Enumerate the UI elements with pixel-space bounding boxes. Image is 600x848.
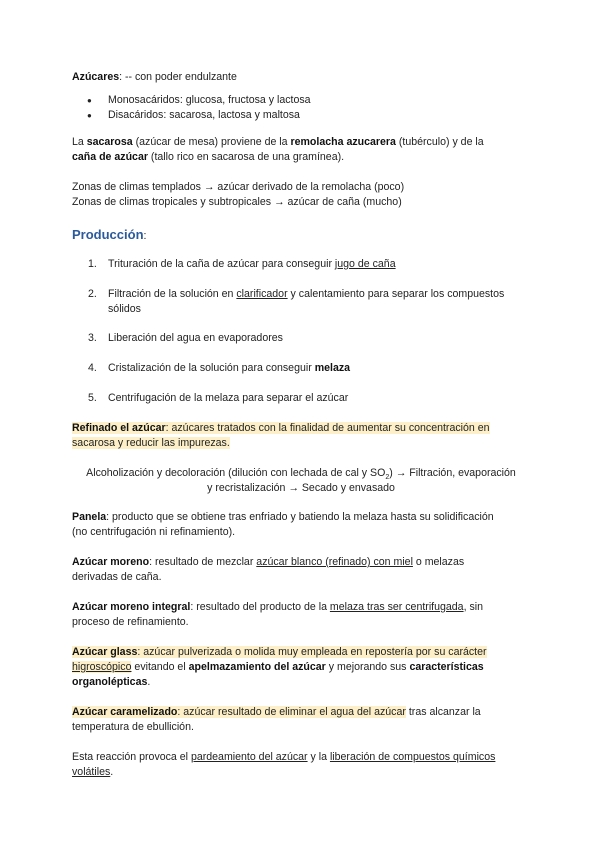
refinado-paragraph	[72, 421, 530, 451]
document-page	[72, 70, 530, 780]
step-number: 5.	[88, 392, 97, 404]
text: , sin	[463, 601, 484, 613]
panela-paragraph	[72, 510, 530, 540]
list-item	[72, 391, 530, 406]
text: (azúcar de mesa) proviene de la	[132, 136, 291, 148]
text: (no centrifugación ni refinamiento).	[72, 526, 236, 538]
zone-line: Zonas de climas templados → azúcar derivado de la remolacha (poco)	[72, 181, 405, 193]
caramel-paragraph	[72, 705, 530, 735]
bold-text: Azúcar moreno	[72, 556, 150, 568]
text: o melazas	[412, 556, 465, 568]
step-number: 3.	[88, 332, 97, 344]
bold-text: caña de azúcar	[72, 151, 148, 163]
list-item	[72, 361, 530, 376]
text: y mejorando sus	[325, 661, 410, 673]
text: ) → Filtración, evaporación	[389, 467, 516, 479]
glass-paragraph	[72, 645, 530, 690]
text: La	[72, 136, 87, 148]
intro-term: Azúcares	[72, 71, 120, 83]
text: (tallo rico en sacarosa de una gramínea).	[147, 151, 345, 163]
integral-paragraph	[72, 600, 530, 630]
text: : resultado de mezclar	[149, 556, 257, 568]
bold-text: sacarosa	[86, 136, 133, 148]
text: (tubérculo) y de la	[395, 136, 484, 148]
text: y la	[307, 751, 330, 763]
underlined-text: pardeamiento del azúcar	[190, 751, 308, 763]
intro-line	[72, 70, 530, 85]
underlined-text: melaza tras ser centrifugada	[329, 601, 464, 613]
sugar-types-list	[72, 93, 530, 123]
highlighted-text	[72, 422, 490, 449]
underlined-text: jugo de caña	[334, 258, 396, 270]
bold-text: Refinado el azúcar	[72, 422, 166, 434]
text: derivadas de caña.	[72, 571, 162, 583]
step-text: sólidos	[108, 303, 141, 315]
bold-text: características	[409, 661, 484, 673]
text: temperatura de ebullición.	[72, 721, 194, 733]
text: sacarosa y reducir las impurezas.	[72, 437, 230, 449]
heading-colon: :	[143, 230, 147, 242]
step-text: Trituración de la caña de azúcar para conseguir	[108, 258, 335, 270]
bold-text: apelmazamiento del azúcar	[188, 661, 326, 673]
bold-text: Azúcar moreno integral	[72, 601, 191, 613]
text: : azúcar pulverizada o molida muy empleada en repostería por su carácter	[137, 646, 487, 658]
step-text: Liberación del agua en evaporadores	[108, 332, 283, 344]
text: tras alcanzar la	[405, 706, 481, 718]
step-number: 4.	[88, 362, 97, 374]
text: evitando el	[131, 661, 189, 673]
step-text: Centrifugación de la melaza para separar el azúcar	[108, 392, 349, 404]
reaction-paragraph	[72, 750, 530, 780]
text: : producto que se obtiene tras enfriado y batiendo la melaza hasta su solidificación	[106, 511, 494, 523]
zones-paragraph	[72, 180, 530, 210]
step-number: 1.	[88, 258, 97, 270]
text: .	[110, 766, 114, 778]
subscript: 2	[385, 474, 390, 482]
text: proceso de refinamiento.	[72, 616, 189, 628]
bold-text: organolépticas	[72, 676, 148, 688]
list-item	[72, 331, 530, 346]
bold-text: Azúcar caramelizado	[72, 706, 178, 718]
heading-text: Producción	[72, 227, 144, 242]
step-text: Filtración de la solución en	[108, 288, 237, 300]
highlighted-text	[72, 706, 406, 718]
intro-rest: : -- con poder endulzante	[119, 71, 237, 83]
list-item: ● Monosacáridos: glucosa, fructosa y lactosa	[72, 93, 530, 108]
production-steps	[72, 257, 530, 406]
zone-line: Zonas de climas tropicales y subtropicales → azúcar de caña (mucho)	[72, 196, 402, 208]
text: Alcoholización y decoloración (dilución con lechada de cal y SO	[86, 467, 386, 479]
text: .	[147, 676, 151, 688]
underlined-text: liberación de compuestos químicos	[329, 751, 496, 763]
underlined-text: higroscópico	[72, 661, 132, 673]
text: : azúcares tratados con la finalidad de aumentar su concentración en	[165, 422, 490, 434]
text: : resultado del producto de la	[190, 601, 330, 613]
underlined-text: clarificador	[236, 288, 288, 300]
moreno-paragraph	[72, 555, 530, 585]
step-number: 2.	[88, 288, 97, 300]
text: Esta reacción provoca el	[72, 751, 191, 763]
highlighted-text	[72, 646, 487, 658]
step-text: Cristalización de la solución para conseguir	[108, 362, 315, 374]
bold-text: melaza	[314, 362, 351, 374]
production-heading	[72, 227, 530, 244]
bold-text: Azúcar glass	[72, 646, 138, 658]
underlined-text: azúcar blanco (refinado) con miel	[256, 556, 413, 568]
bold-text: remolacha azucarera	[290, 136, 396, 148]
process-paragraph	[72, 466, 530, 496]
text: : azúcar resultado de eliminar el agua del azúcar	[177, 706, 406, 718]
list-item	[72, 257, 530, 272]
bold-text: Panela	[72, 511, 107, 523]
list-item	[72, 287, 530, 317]
text: y recristalización → Secado y envasado	[207, 482, 395, 494]
underlined-text: volátiles	[72, 766, 111, 778]
list-item: ● Disacáridos: sacarosa, lactosa y maltosa	[72, 108, 530, 123]
origin-paragraph	[72, 135, 530, 165]
step-text: y calentamiento para separar los compuestos	[287, 288, 505, 300]
